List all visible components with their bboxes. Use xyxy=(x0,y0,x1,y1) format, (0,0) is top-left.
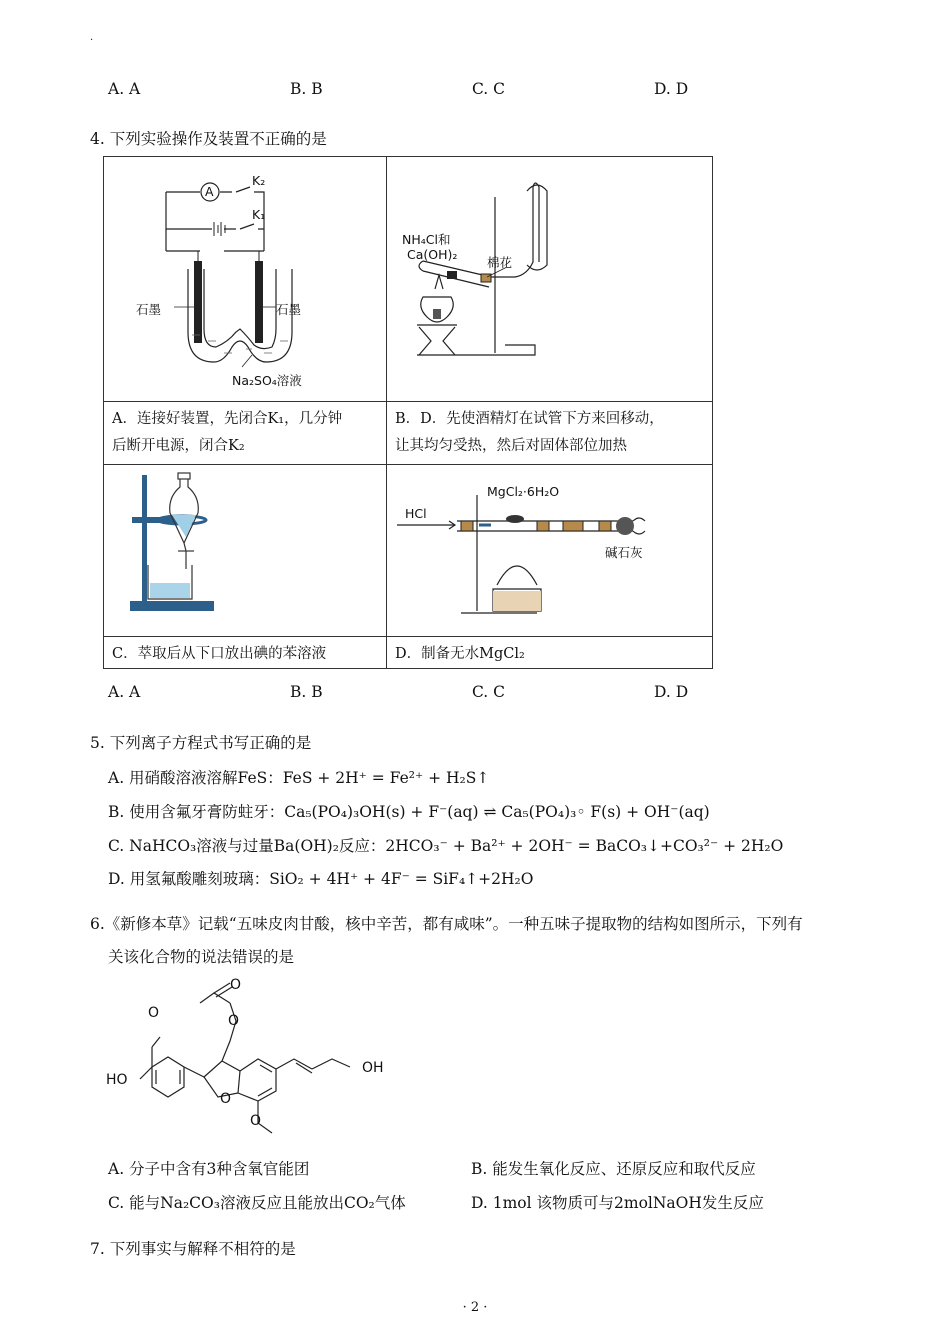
q3-choice-d[interactable]: D. D xyxy=(654,80,689,98)
struct-o-methoxy-top: O xyxy=(148,1005,160,1021)
struct-o-ester: O xyxy=(228,1013,240,1029)
q4-figure-d-cell xyxy=(387,465,713,637)
graphite-left-label: 石墨 xyxy=(136,302,162,317)
hcl-label: HCl xyxy=(405,506,427,521)
q4-caption-a xyxy=(104,402,387,465)
caption-b-line2: 让其均匀受热，然后对固体部位加热 xyxy=(395,438,627,454)
reagent-label-2: Ca(OH)₂ xyxy=(407,247,458,262)
caption-c-text: C．萃取后从下口放出碘的苯溶液 xyxy=(112,646,327,662)
reagent-label-1: NH₄Cl和 xyxy=(402,232,451,247)
q5-stem: 5. 下列离子方程式书写正确的是 xyxy=(90,734,312,752)
q6-option-d[interactable]: D. 1mol 该物质可与2molNaOH发生反应 xyxy=(471,1194,764,1212)
q4-caption-c xyxy=(104,637,387,669)
ammonia-apparatus-drawing xyxy=(387,157,712,401)
q6-option-c[interactable]: C. 能与Na₂CO₃溶液反应且能放出CO₂气体 xyxy=(108,1194,406,1212)
q6-option-b[interactable]: B. 能发生氧化反应、还原反应和取代反应 xyxy=(471,1160,756,1178)
q4-choice-b[interactable]: B. B xyxy=(290,683,323,701)
struct-oh-label: OH xyxy=(362,1060,384,1076)
q4-figure-a-cell xyxy=(104,157,387,402)
q4-apparatus-table xyxy=(103,156,713,669)
q5-option-b[interactable]: B. 使用含氟牙膏防蛀牙：Ca₅(PO₄)₃OH(s) + F⁻(aq) ⇌ Ca₅(PO₄)₃◦ F(s) + OH⁻(aq) xyxy=(108,803,710,821)
struct-o-carbonyl: O xyxy=(230,977,242,993)
salt-label: MgCl₂·6H₂O xyxy=(487,484,560,499)
electrolysis-apparatus-drawing xyxy=(104,157,386,401)
q4-stem: 4. 下列实验操作及装置不正确的是 xyxy=(90,130,327,148)
sodalime-label: 碱石灰 xyxy=(605,545,643,560)
page-number: · 2 · xyxy=(462,1300,488,1315)
q6-option-a[interactable]: A. 分子中含有3种含氧官能团 xyxy=(108,1160,310,1178)
q4-figure-c-cell xyxy=(104,465,387,637)
q4-caption-d xyxy=(387,637,713,669)
caption-b-line1: B．D．先使酒精灯在试管下方来回移动， xyxy=(395,411,664,427)
graphite-right-label: 石墨 xyxy=(276,302,302,317)
q3-choice-a[interactable]: A. A xyxy=(108,80,141,98)
q6-stem-line1: 6.《新修本草》记载“五味皮肉甘酸，核中辛苦，都有咸味”。一种五味子提取物的结构如图所示，下列有 xyxy=(90,915,803,933)
caption-a-line2: 后断开电源，闭合K₂ xyxy=(112,438,245,454)
q3-choice-b[interactable]: B. B xyxy=(290,80,323,98)
q6-stem-line2: 关该化合物的说法错误的是 xyxy=(108,948,295,966)
struct-ho-label: HO xyxy=(106,1072,128,1088)
q3-choices xyxy=(108,80,868,102)
header-dot: . xyxy=(90,32,94,43)
q5-option-a[interactable]: A. 用硝酸溶液溶解FeS：FeS + 2H⁺ = Fe²⁺ + H₂S↑ xyxy=(108,769,490,787)
struct-o-ring: O xyxy=(220,1091,232,1107)
cotton-label: 棉花 xyxy=(487,255,513,270)
q5-option-d[interactable]: D. 用氢氟酸雕刻玻璃：SiO₂ + 4H⁺ + 4F⁻ = SiF₄↑+2H₂O xyxy=(108,870,534,888)
q4-caption-b xyxy=(387,402,713,465)
separatory-funnel-drawing xyxy=(104,465,386,632)
q4-figure-b-cell xyxy=(387,157,713,402)
q4-choices xyxy=(108,683,868,705)
electrolysis-figure xyxy=(104,157,386,401)
q4-choice-d[interactable]: D. D xyxy=(654,683,689,701)
q3-choice-c[interactable]: C. C xyxy=(472,80,506,98)
caption-a-line1: A．连接好装置，先闭合K₁，几分钟 xyxy=(112,411,343,427)
ammeter-label: A xyxy=(205,184,214,199)
q5-option-c[interactable]: C. NaHCO₃溶液与过量Ba(OH)₂反应：2HCO₃⁻ + Ba²⁺ + 2OH⁻ = BaCO₃↓+CO₃²⁻ + 2H₂O xyxy=(108,837,784,855)
solution-label: Na₂SO₄溶液 xyxy=(232,373,302,388)
q4-choice-c[interactable]: C. C xyxy=(472,683,506,701)
struct-o-methoxy-bottom: O xyxy=(250,1113,262,1129)
q7-stem: 7. 下列事实与解释不相符的是 xyxy=(90,1240,296,1258)
q6-structure-figure xyxy=(100,975,400,1145)
switch-k1-label: K₁ xyxy=(252,207,266,222)
mgcl2-figure xyxy=(387,465,712,632)
caption-d-text: D．制备无水MgCl₂ xyxy=(395,646,525,662)
q4-choice-a[interactable]: A. A xyxy=(108,683,141,701)
ammonia-figure xyxy=(387,157,712,401)
switch-k2-label: K₂ xyxy=(252,173,266,188)
